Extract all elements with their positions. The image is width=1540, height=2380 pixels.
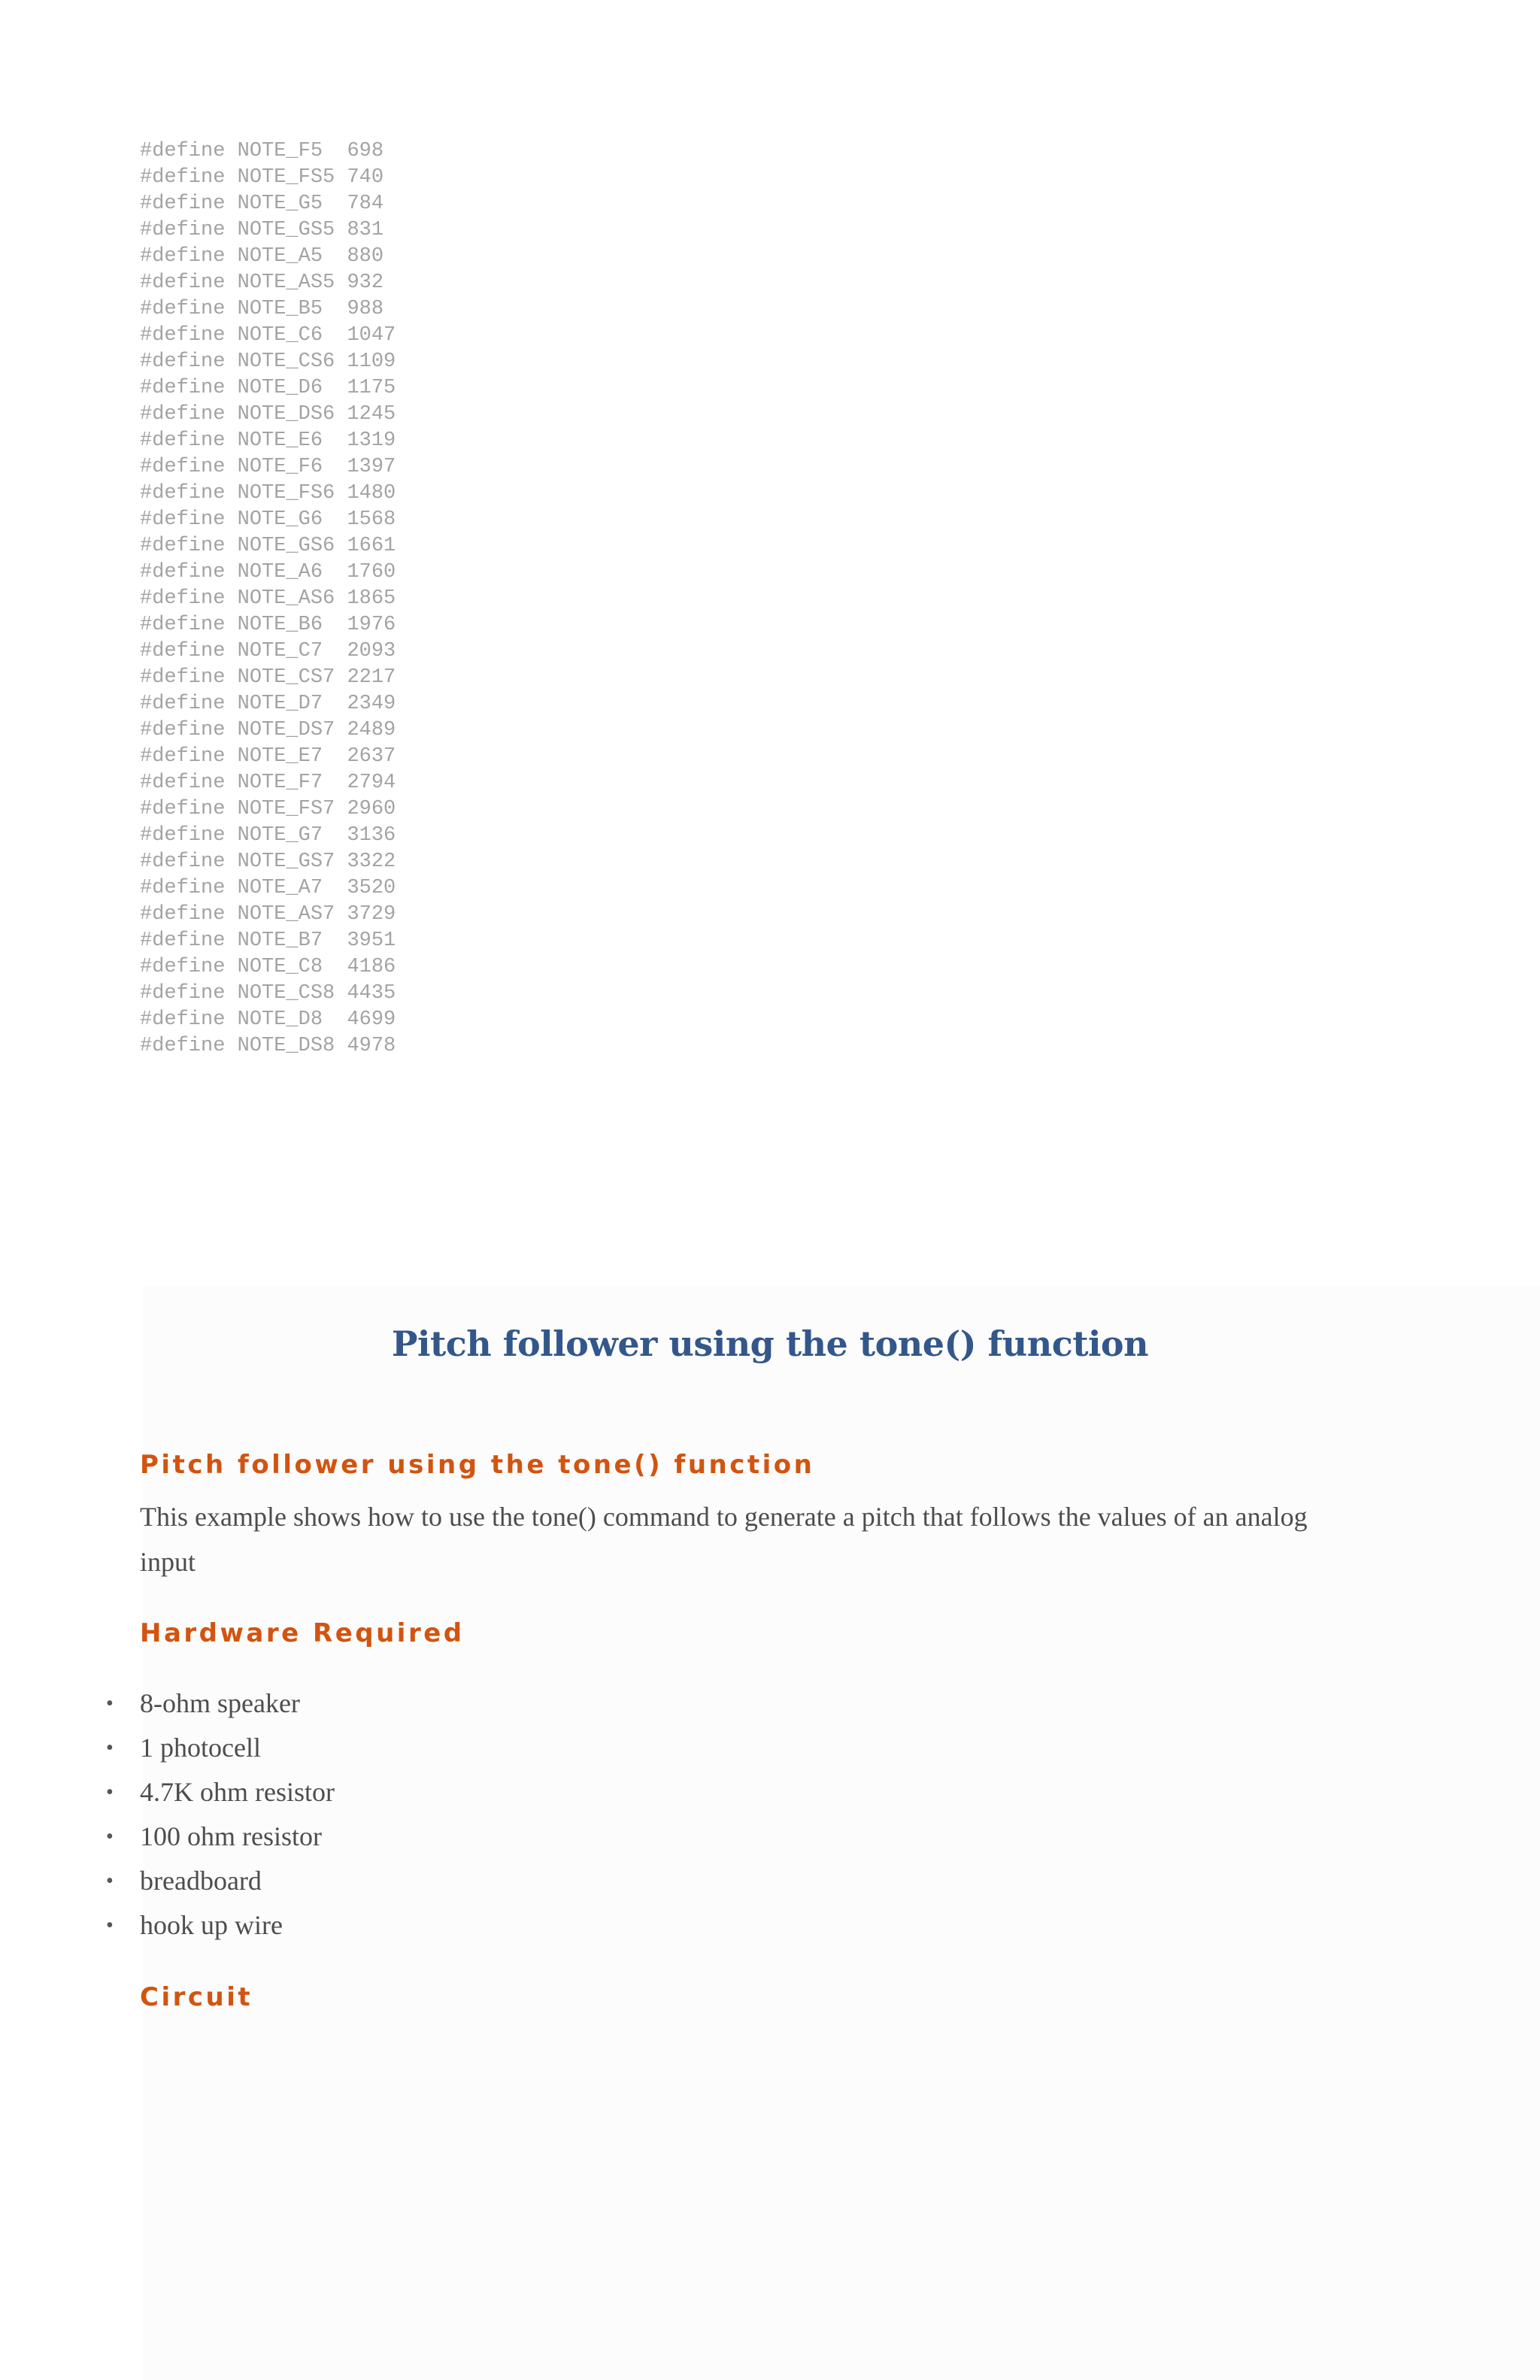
code-line: #define NOTE_A5 880	[140, 245, 384, 268]
list-item	[106, 1859, 335, 1903]
list-item	[106, 1815, 335, 1859]
code-line: #define NOTE_E6 1319	[140, 429, 396, 452]
code-line: #define NOTE_B5 988	[140, 298, 384, 320]
code-line: #define NOTE_G5 784	[140, 193, 384, 215]
code-line: #define NOTE_B7 3951	[140, 929, 396, 952]
intro-paragraph: This example shows how to use the tone() command to generate a pitch that follows the values of an analog input	[140, 1502, 1308, 1577]
list-item-label: 100 ohm resistor	[140, 1821, 322, 1851]
code-line: #define NOTE_D6 1175	[140, 377, 396, 399]
code-line: #define NOTE_FS7 2960	[140, 798, 396, 820]
code-line: #define NOTE_DS7 2489	[140, 719, 396, 741]
bullet-icon: •	[106, 1781, 114, 1804]
list-item	[106, 1770, 335, 1815]
code-line: #define NOTE_A7 3520	[140, 877, 396, 899]
code-line: #define NOTE_FS6 1480	[140, 482, 396, 505]
code-line: #define NOTE_DS6 1245	[140, 403, 396, 426]
code-line: #define NOTE_E7 2637	[140, 745, 396, 768]
bullet-icon: •	[106, 1914, 114, 1937]
page-title: Pitch follower using the tone() function	[391, 1323, 1149, 1364]
hardware-heading: Hardware Required	[140, 1618, 465, 1648]
code-line: #define NOTE_C6 1047	[140, 324, 396, 347]
code-line: #define NOTE_F6 1397	[140, 456, 396, 478]
code-line: #define NOTE_A6 1760	[140, 561, 396, 584]
code-line: #define NOTE_AS5 932	[140, 271, 384, 294]
list-item	[106, 1681, 335, 1726]
list-item-label: 8-ohm speaker	[140, 1688, 300, 1718]
code-line: #define NOTE_CS6 1109	[140, 350, 396, 373]
code-line: #define NOTE_G6 1568	[140, 508, 396, 531]
code-line: #define NOTE_GS7 3322	[140, 850, 396, 873]
bullet-icon: •	[106, 1692, 114, 1715]
hardware-list	[106, 1681, 335, 1948]
code-line: #define NOTE_F7 2794	[140, 772, 396, 794]
code-line: #define NOTE_GS5 831	[140, 219, 384, 241]
list-item	[106, 1903, 335, 1948]
code-block	[140, 138, 396, 1060]
code-line: #define NOTE_D8 4699	[140, 1008, 396, 1031]
bullet-icon: •	[106, 1736, 114, 1760]
bullet-icon: •	[106, 1825, 114, 1848]
intro-heading: Pitch follower using the tone() function	[140, 1450, 815, 1480]
code-line: #define NOTE_FS5 740	[140, 166, 384, 189]
code-line: #define NOTE_G7 3136	[140, 824, 396, 847]
code-line: #define NOTE_C8 4186	[140, 956, 396, 978]
code-line: #define NOTE_CS8 4435	[140, 982, 396, 1005]
circuit-heading: Circuit	[140, 1982, 253, 2012]
code-line: #define NOTE_F5 698	[140, 140, 384, 162]
code-line: #define NOTE_DS8 4978	[140, 1035, 396, 1057]
list-item-label: 4.7K ohm resistor	[140, 1777, 335, 1807]
list-item-label: breadboard	[140, 1866, 262, 1896]
code-line: #define NOTE_AS7 3729	[140, 903, 396, 926]
bullet-icon: •	[106, 1869, 114, 1893]
code-line: #define NOTE_C7 2093	[140, 640, 396, 662]
list-item-label: hook up wire	[140, 1910, 283, 1940]
code-line: #define NOTE_D7 2349	[140, 693, 396, 715]
code-line: #define NOTE_AS6 1865	[140, 587, 396, 610]
code-line: #define NOTE_CS7 2217	[140, 666, 396, 689]
list-item	[106, 1726, 335, 1770]
code-line: #define NOTE_B6 1976	[140, 614, 396, 636]
code-line: #define NOTE_GS6 1661	[140, 535, 396, 557]
list-item-label: 1 photocell	[140, 1733, 261, 1763]
